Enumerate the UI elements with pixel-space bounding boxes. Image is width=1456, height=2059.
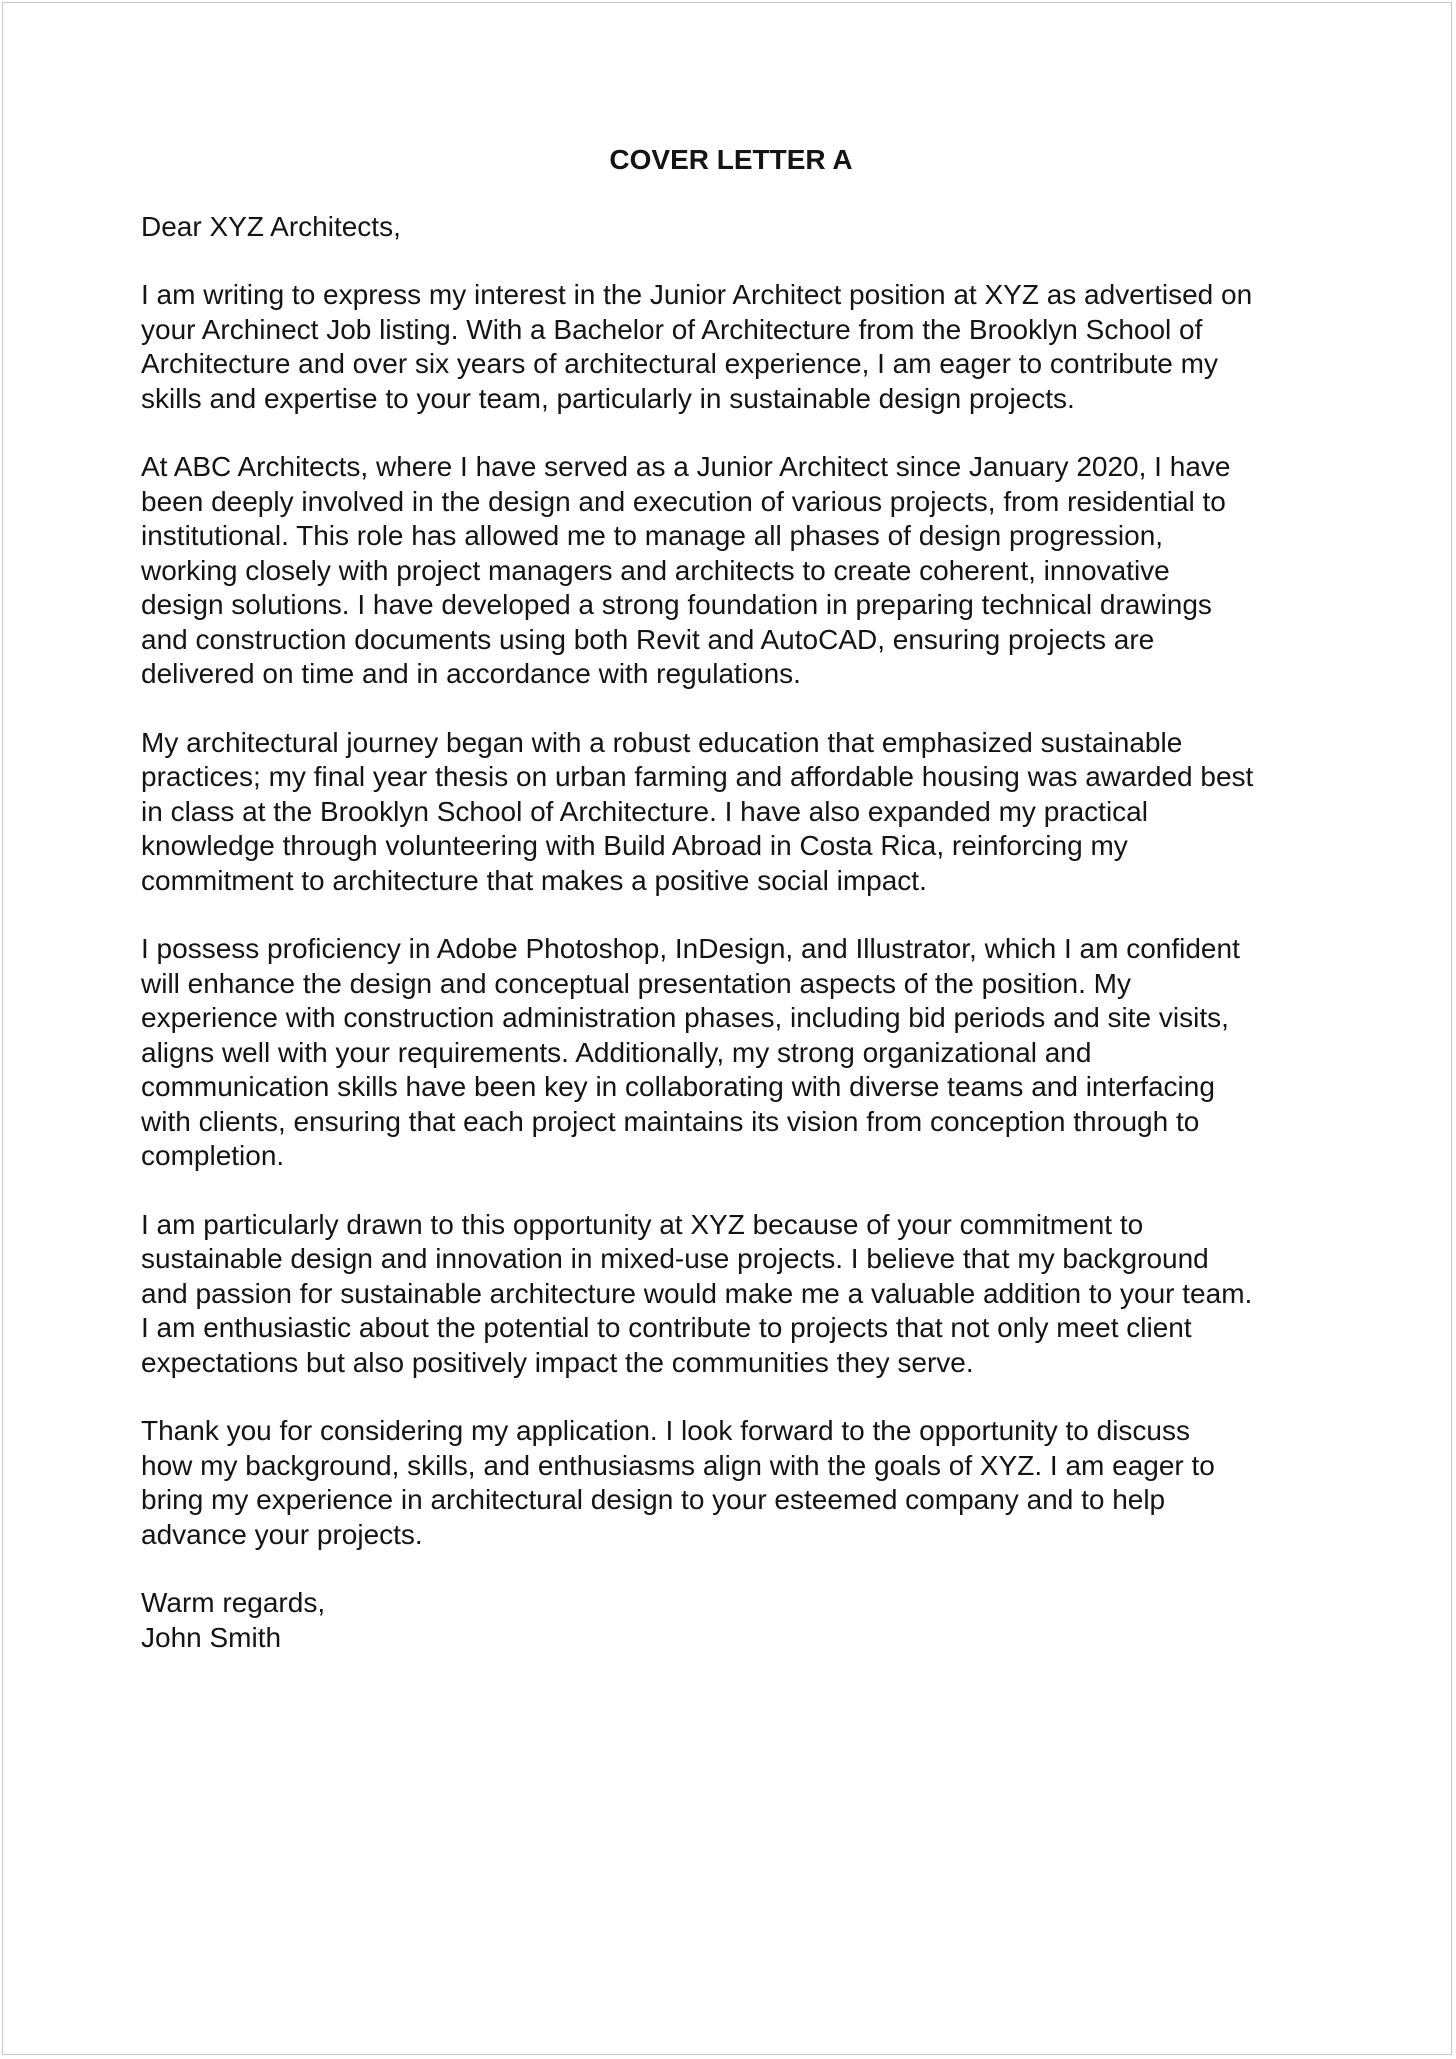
paragraph-line: advance your projects. (141, 1518, 423, 1550)
paragraph-line: expectations but also positively impact the communities they serve. (141, 1346, 974, 1378)
cover-letter (141, 143, 1341, 1655)
paragraph-line: I am writing to express my interest in the Junior Architect position at XYZ as advertised on (141, 279, 1253, 310)
paragraph (141, 450, 1341, 692)
paragraph-line: aligns well with your requirements. Additionally, my strong organizational and (141, 1036, 1092, 1068)
paragraph-line: been deeply involved in the design and execution of various projects, from residential to (141, 485, 1226, 517)
paragraph-line: with clients, ensuring that each project maintains its vision from conception through to (141, 1105, 1200, 1137)
paragraph-line: working closely with project managers and architects to create coherent, innovative (141, 554, 1170, 586)
paragraph-line: communication skills have been key in collaborating with diverse teams and interfacing (141, 1071, 1215, 1102)
paragraph-line: your Archinect Job listing. With a Bachelor of Architecture from the Brooklyn School of (141, 313, 1203, 345)
signature: John Smith (141, 1621, 282, 1653)
paragraph-line: I am particularly drawn to this opportunity at XYZ because of your commitment to (141, 1208, 1144, 1240)
paragraph (141, 278, 1341, 416)
paragraph-line: will enhance the design and conceptual presentation aspects of the position. My (141, 967, 1131, 999)
paragraph-line: knowledge through volunteering with Build Abroad in Costa Rica, reinforcing my (141, 830, 1128, 861)
paragraph (141, 1414, 1341, 1552)
document-page (2, 2, 1452, 2055)
paragraph-line: bring my experience in architectural design to your esteemed company and to help (141, 1484, 1166, 1515)
paragraph (141, 932, 1341, 1174)
paragraph-line: Thank you for considering my application. I look forward to the opportunity to discuss (141, 1415, 1190, 1446)
paragraph-line: skills and expertise to your team, particularly in sustainable design projects. (141, 382, 1075, 414)
paragraph-line: how my background, skills, and enthusiasms align with the goals of XYZ. I am eager to (141, 1449, 1215, 1481)
paragraph-line: design solutions. I have developed a strong foundation in preparing technical drawings (141, 589, 1212, 620)
paragraph-line: completion. (141, 1140, 285, 1171)
paragraph-line: commitment to architecture that makes a positive social impact. (141, 864, 927, 896)
paragraph-line: At ABC Architects, where I have served as a Junior Architect since January 2020, I have (141, 451, 1231, 482)
paragraph-line: My architectural journey began with a robust education that emphasized sustainable (141, 726, 1183, 758)
paragraph-line: I possess proficiency in Adobe Photoshop, InDesign, and Illustrator, which I am confident (141, 933, 1240, 964)
paragraph-line: Architecture and over six years of architectural experience, I am eager to contribute my (141, 348, 1218, 379)
paragraph-line: experience with construction administration phases, including bid periods and site visits, (141, 1002, 1229, 1033)
paragraph-line: delivered on time and in accordance with regulations. (141, 658, 801, 689)
letter-body (141, 278, 1341, 1552)
salutation: Dear XYZ Architects, (141, 210, 401, 242)
paragraph-line: I am enthusiastic about the potential to contribute to projects that not only meet client (141, 1312, 1192, 1343)
letter-title: COVER LETTER A (609, 144, 853, 175)
paragraph-line: and construction documents using both Revit and AutoCAD, ensuring projects are (141, 623, 1155, 655)
paragraph (141, 726, 1341, 899)
paragraph-line: in class at the Brooklyn School of Architecture. I have also expanded my practical (141, 795, 1148, 827)
paragraph-line: practices; my final year thesis on urban farming and affordable housing was awarded best (141, 761, 1254, 792)
paragraph-line: and passion for sustainable architecture would make me a valuable addition to your team. (141, 1277, 1253, 1309)
paragraph-line: sustainable design and innovation in mixed-use projects. I believe that my background (141, 1243, 1209, 1274)
closing: Warm regards, (141, 1587, 326, 1618)
paragraph-line: institutional. This role has allowed me to manage all phases of design progression, (141, 520, 1164, 551)
paragraph (141, 1208, 1341, 1381)
